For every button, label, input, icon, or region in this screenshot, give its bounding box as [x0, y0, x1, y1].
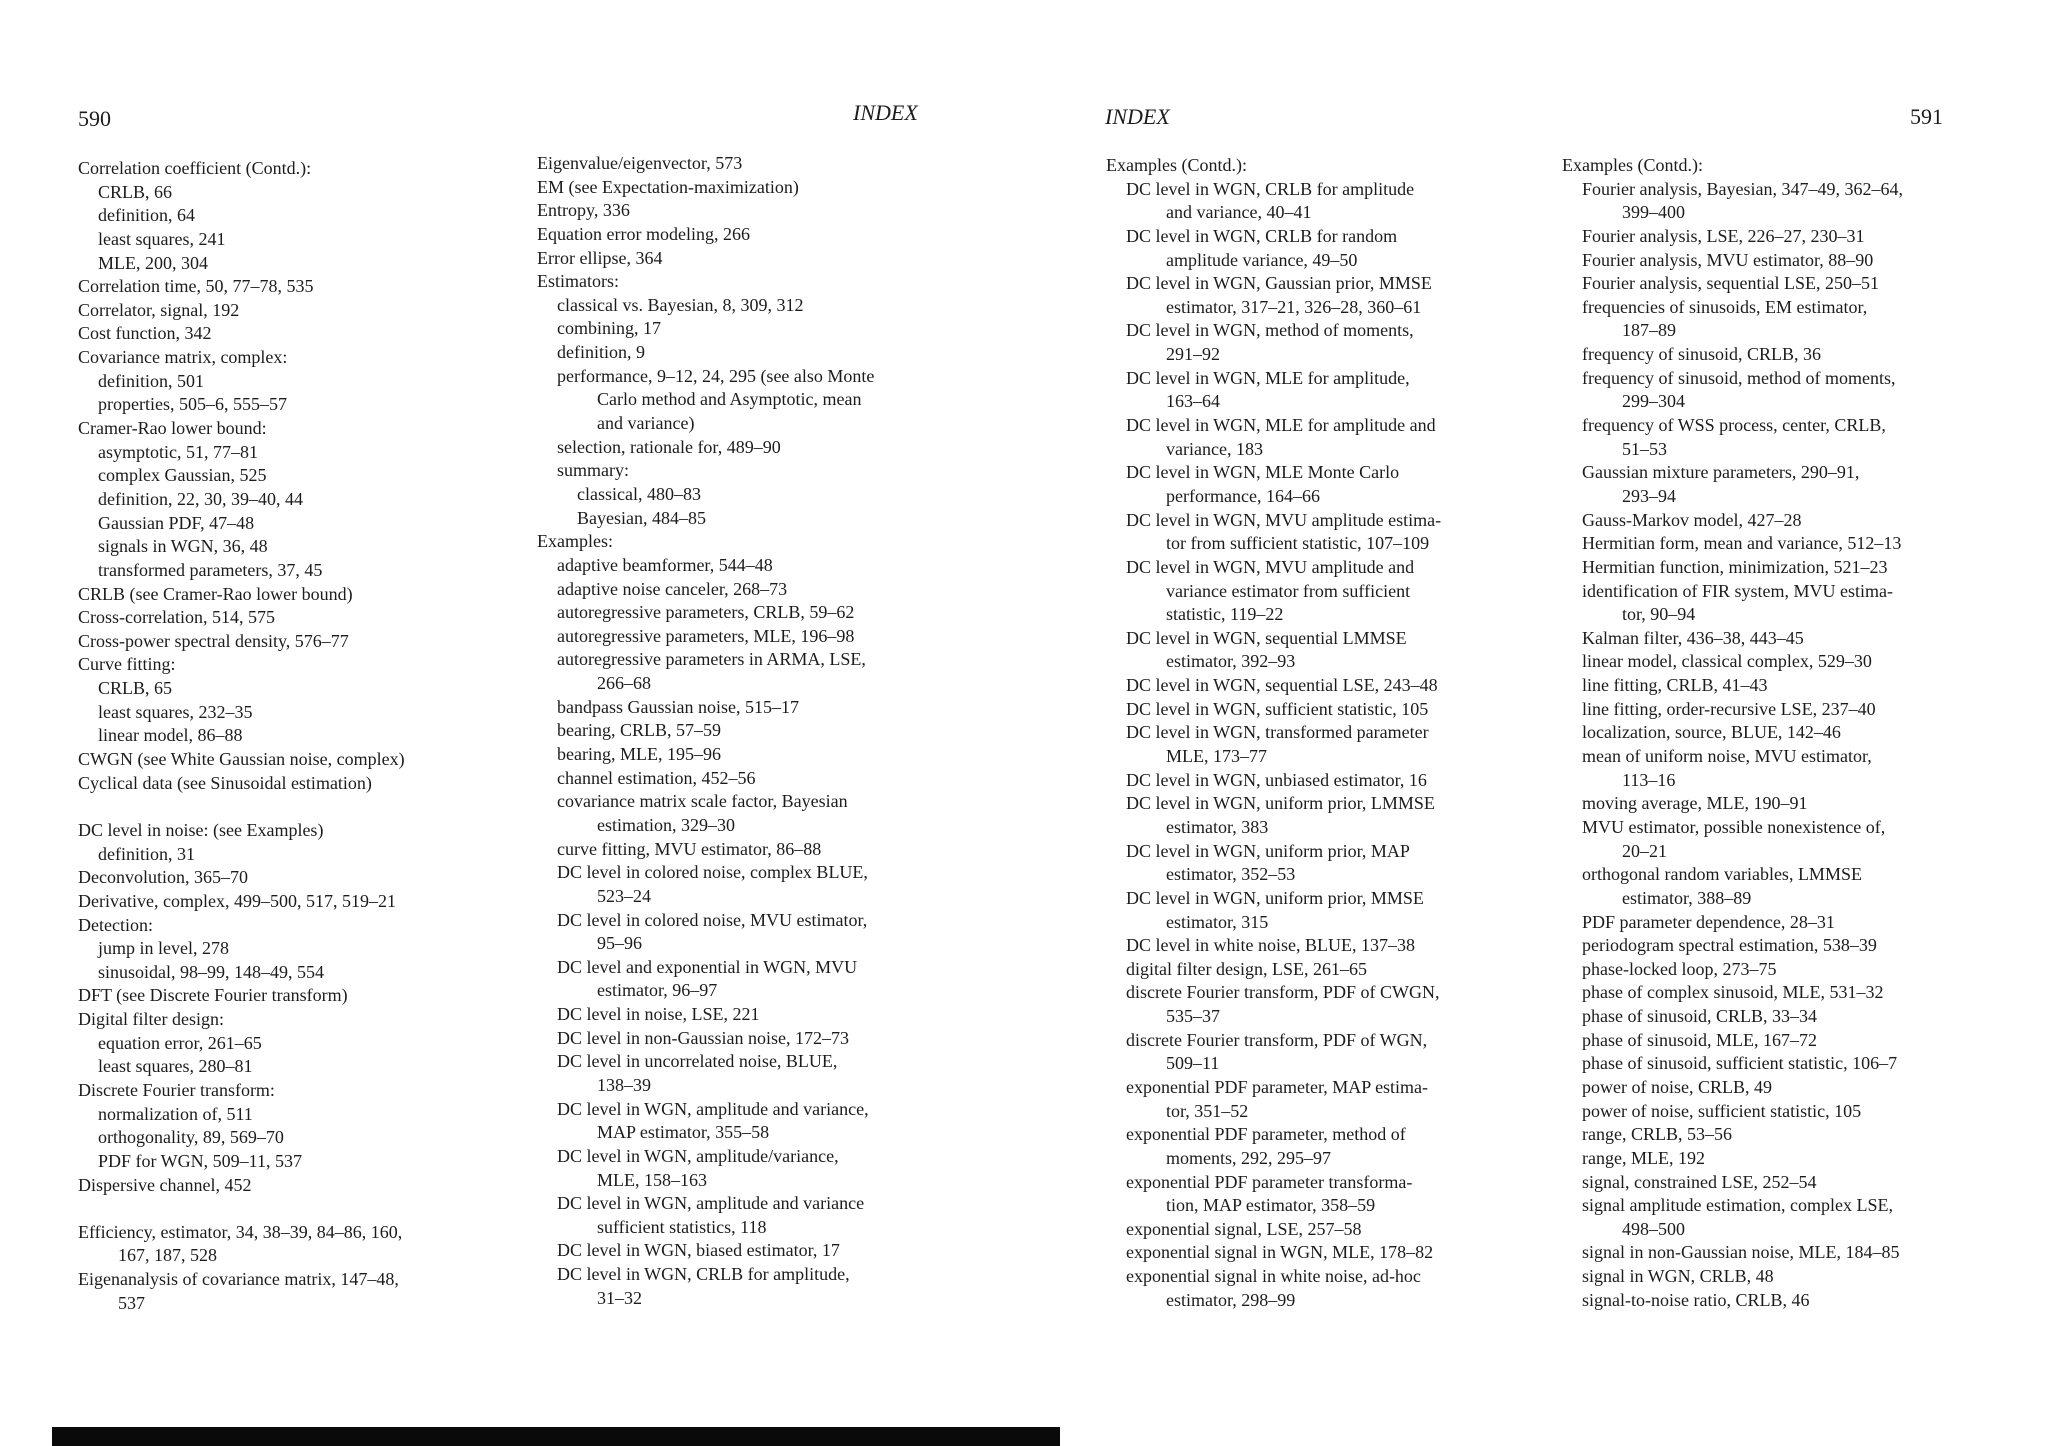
index-entry: CRLB, 66	[98, 181, 173, 202]
scan-edge-bar	[52, 1427, 1060, 1446]
index-entry: moments, 292, 295–97	[1166, 1147, 1331, 1168]
index-entry: Hermitian function, minimization, 521–23	[1582, 556, 1888, 577]
index-entry: DC level in WGN, MLE Monte Carlo	[1126, 462, 1400, 483]
index-entry: linear model, 86–88	[98, 725, 243, 746]
index-entry: phase of complex sinusoid, MLE, 531–32	[1582, 982, 1884, 1003]
index-entry: phase of sinusoid, MLE, 167–72	[1582, 1029, 1817, 1050]
index-entry: EM (see Expectation-maximization)	[537, 176, 799, 197]
index-entry: and variance, 40–41	[1166, 202, 1312, 223]
index-entry: tor, 90–94	[1622, 604, 1696, 625]
index-entry: bearing, CRLB, 57–59	[557, 720, 721, 741]
index-entry: equation error, 261–65	[98, 1032, 262, 1053]
index-entry: Efficiency, estimator, 34, 38–39, 84–86, 160,	[78, 1221, 403, 1242]
index-entry: sinusoidal, 98–99, 148–49, 554	[98, 961, 325, 982]
index-entry: Kalman filter, 436–38, 443–45	[1582, 627, 1804, 648]
index-entry: definition, 64	[98, 205, 195, 226]
index-entry: Curve fitting:	[78, 654, 176, 675]
index-entry: localization, source, BLUE, 142–46	[1582, 722, 1841, 743]
index-column-1	[78, 157, 405, 1315]
index-entry: sufficient statistics, 118	[597, 1216, 767, 1237]
index-entry: DC level in WGN, sufficient statistic, 105	[1126, 698, 1429, 719]
index-entry: estimator, 392–93	[1166, 651, 1296, 672]
index-entry: range, CRLB, 53–56	[1582, 1124, 1732, 1145]
index-entry: Gauss-Markov model, 427–28	[1582, 509, 1802, 530]
index-entry: normalization of, 511	[98, 1103, 253, 1124]
index-entry: least squares, 280–81	[98, 1056, 253, 1077]
index-entry: PDF parameter dependence, 28–31	[1582, 911, 1835, 932]
index-entry: 399–400	[1622, 202, 1685, 223]
index-entry: DC level in WGN, amplitude and variance	[557, 1193, 865, 1214]
index-entry: definition, 22, 30, 39–40, 44	[98, 488, 303, 509]
index-entry	[78, 1197, 405, 1221]
index-entry: Hermitian form, mean and variance, 512–13	[1582, 533, 1902, 554]
index-entry: definition, 31	[98, 843, 195, 864]
index-entry: frequency of sinusoid, method of moments,	[1582, 367, 1896, 388]
index-entry: tor from sufficient statistic, 107–109	[1166, 533, 1430, 554]
index-entry: line fitting, order-recursive LSE, 237–40	[1582, 698, 1876, 719]
index-entry: Cramer-Rao lower bound:	[78, 418, 267, 439]
index-entry: Cyclical data (see Sinusoidal estimation)	[78, 772, 372, 793]
index-entry: Digital filter design:	[78, 1009, 224, 1030]
index-entry: DC level in noise: (see Examples)	[78, 819, 324, 840]
index-entry: DC level in WGN, MLE for amplitude,	[1126, 367, 1410, 388]
index-entry: Eigenvalue/eigenvector, 573	[537, 153, 743, 173]
index-entry: asymptotic, 51, 77–81	[98, 441, 258, 462]
index-entry: mean of uniform noise, MVU estimator,	[1582, 746, 1872, 767]
index-entry: performance, 9–12, 24, 295 (see also Monte	[557, 365, 875, 386]
index-entry: MLE, 158–163	[597, 1169, 707, 1190]
index-entry: Bayesian, 484–85	[577, 507, 706, 528]
index-entry: Fourier analysis, sequential LSE, 250–51	[1582, 273, 1879, 294]
index-entry: CRLB, 65	[98, 678, 173, 699]
index-entry: orthogonality, 89, 569–70	[98, 1127, 284, 1148]
index-entry: least squares, 232–35	[98, 701, 253, 722]
index-entry: 523–24	[597, 885, 651, 906]
index-entry: DC level in WGN, biased estimator, 17	[557, 1240, 840, 1261]
index-entry: DC level in WGN, amplitude and variance,	[557, 1098, 869, 1119]
index-entry: definition, 9	[557, 342, 645, 363]
index-entry: 95–96	[597, 933, 642, 954]
index-entry: exponential PDF parameter, method of	[1126, 1124, 1406, 1145]
index-entry: DC level in non-Gaussian noise, 172–73	[557, 1027, 849, 1048]
index-entry: exponential signal in WGN, MLE, 178–82	[1126, 1242, 1434, 1263]
index-entry: performance, 164–66	[1166, 485, 1320, 506]
index-entry: estimator, 315	[1166, 911, 1269, 932]
index-entry: Deconvolution, 365–70	[78, 867, 248, 888]
index-entry: frequency of sinusoid, CRLB, 36	[1582, 344, 1821, 365]
index-entry: signal-to-noise ratio, CRLB, 46	[1582, 1289, 1810, 1310]
index-entry: exponential signal in white noise, ad-hoc	[1126, 1266, 1421, 1287]
index-entry: DC level and exponential in WGN, MVU	[557, 956, 858, 977]
index-entry: covariance matrix scale factor, Bayesian	[557, 791, 848, 812]
running-header-right: INDEX	[1105, 104, 1170, 129]
index-column-4	[1562, 154, 1903, 1312]
index-entry: DC level in WGN, unbiased estimator, 16	[1126, 769, 1427, 790]
index-entry: DC level in WGN, sequential LSE, 243–48	[1126, 675, 1438, 696]
index-entry: Examples (Contd.):	[1106, 155, 1247, 175]
index-entry: estimator, 298–99	[1166, 1289, 1296, 1310]
index-entry: DC level in colored noise, MVU estimator,	[557, 909, 868, 930]
index-entry: DC level in uncorrelated noise, BLUE,	[557, 1051, 838, 1072]
index-entry: Derivative, complex, 499–500, 517, 519–21	[78, 890, 396, 911]
index-entry: estimator, 388–89	[1622, 887, 1752, 908]
index-entry: autoregressive parameters, CRLB, 59–62	[557, 602, 855, 623]
index-entry: Error ellipse, 364	[537, 247, 663, 268]
index-entry: orthogonal random variables, LMMSE	[1582, 864, 1862, 885]
index-entry: combining, 17	[557, 318, 661, 339]
index-entry: estimator, 383	[1166, 816, 1269, 837]
index-entry: DC level in WGN, MVU amplitude estima-	[1126, 509, 1442, 530]
index-column-2	[537, 152, 874, 1310]
index-entry: exponential PDF parameter transforma-	[1126, 1171, 1413, 1192]
index-entry: Discrete Fourier transform:	[78, 1079, 275, 1100]
index-entry: DC level in WGN, method of moments,	[1126, 320, 1414, 341]
index-entry: Covariance matrix, complex:	[78, 347, 288, 368]
index-entry: MLE, 173–77	[1166, 746, 1267, 767]
index-entry: CWGN (see White Gaussian noise, complex)	[78, 749, 405, 770]
index-entry: line fitting, CRLB, 41–43	[1582, 675, 1768, 696]
index-entry: moving average, MLE, 190–91	[1582, 793, 1808, 814]
index-entry: Cross-correlation, 514, 575	[78, 607, 275, 628]
index-entry: Cost function, 342	[78, 323, 212, 344]
index-entry: classical vs. Bayesian, 8, 309, 312	[557, 294, 804, 315]
index-entry: DC level in WGN, CRLB for random	[1126, 225, 1398, 246]
index-entry: 187–89	[1622, 320, 1676, 341]
index-entry: 167, 187, 528	[118, 1245, 217, 1266]
index-entry: periodogram spectral estimation, 538–39	[1582, 935, 1877, 956]
index-entry: estimator, 317–21, 326–28, 360–61	[1166, 296, 1422, 317]
index-entry: Gaussian PDF, 47–48	[98, 512, 255, 533]
index-entry: frequencies of sinusoids, EM estimator,	[1582, 296, 1868, 317]
index-entry: DC level in WGN, MVU amplitude and	[1126, 556, 1415, 577]
index-entry	[78, 795, 405, 819]
index-entry: 535–37	[1166, 1006, 1220, 1027]
index-entry: Gaussian mixture parameters, 290–91,	[1582, 462, 1860, 483]
index-entry: 113–16	[1622, 769, 1676, 790]
index-entry: CRLB (see Cramer-Rao lower bound)	[78, 583, 353, 604]
index-entry: 20–21	[1622, 840, 1667, 861]
index-entry: 537	[118, 1292, 145, 1313]
index-entry: tor, 351–52	[1166, 1100, 1249, 1121]
index-entry: autoregressive parameters in ARMA, LSE,	[557, 649, 866, 670]
index-entry: phase-locked loop, 273–75	[1582, 958, 1777, 979]
index-entry: 291–92	[1166, 344, 1220, 365]
index-entry: Entropy, 336	[537, 200, 630, 221]
index-entry: linear model, classical complex, 529–30	[1582, 651, 1872, 672]
index-entry: Correlation coefficient (Contd.):	[78, 158, 312, 178]
index-entry: properties, 505–6, 555–57	[98, 394, 287, 415]
index-entry: Fourier analysis, MVU estimator, 88–90	[1582, 249, 1874, 270]
index-entry: exponential signal, LSE, 257–58	[1126, 1218, 1362, 1239]
index-entry: adaptive beamformer, 544–48	[557, 554, 773, 575]
index-entry: 266–68	[597, 673, 651, 694]
index-entry: Detection:	[78, 914, 153, 935]
index-entry: digital filter design, LSE, 261–65	[1126, 958, 1367, 979]
index-entry: 138–39	[597, 1074, 651, 1095]
index-entry: identification of FIR system, MVU estima-	[1582, 580, 1893, 601]
index-entry: DFT (see Discrete Fourier transform)	[78, 985, 348, 1006]
index-entry: DC level in noise, LSE, 221	[557, 1004, 760, 1025]
index-entry: variance estimator from sufficient	[1166, 580, 1411, 601]
index-entry: MLE, 200, 304	[98, 252, 208, 273]
index-entry: phase of sinusoid, sufficient statistic, 106–7	[1582, 1053, 1898, 1074]
index-entry: and variance)	[597, 413, 695, 434]
index-entry: DC level in WGN, uniform prior, MAP	[1126, 840, 1410, 861]
index-entry: channel estimation, 452–56	[557, 767, 756, 788]
index-entry: signal amplitude estimation, complex LSE,	[1582, 1195, 1893, 1216]
index-entry: 299–304	[1622, 391, 1685, 412]
index-entry: summary:	[557, 460, 629, 481]
index-entry: Examples:	[537, 531, 613, 552]
index-entry: exponential PDF parameter, MAP estima-	[1126, 1076, 1429, 1097]
index-entry: 498–500	[1622, 1218, 1685, 1239]
index-entry: Correlator, signal, 192	[78, 299, 240, 320]
index-entry: DC level in WGN, Gaussian prior, MMSE	[1126, 273, 1432, 294]
index-entry: Fourier analysis, LSE, 226–27, 230–31	[1582, 225, 1865, 246]
index-entry: 31–32	[597, 1287, 642, 1308]
index-entry: DC level in WGN, CRLB for amplitude,	[557, 1264, 850, 1285]
index-entry: DC level in colored noise, complex BLUE,	[557, 862, 868, 883]
index-entry: DC level in WGN, amplitude/variance,	[557, 1145, 839, 1166]
index-entry: estimator, 352–53	[1166, 864, 1296, 885]
index-entry: range, MLE, 192	[1582, 1147, 1705, 1168]
index-entry: signal, constrained LSE, 252–54	[1582, 1171, 1817, 1192]
index-entry: signal in non-Gaussian noise, MLE, 184–85	[1582, 1242, 1900, 1263]
index-entry: curve fitting, MVU estimator, 86–88	[557, 838, 822, 859]
index-entry: discrete Fourier transform, PDF of CWGN,	[1126, 982, 1440, 1003]
index-entry: Fourier analysis, Bayesian, 347–49, 362–64,	[1582, 178, 1903, 199]
index-entry: jump in level, 278	[98, 938, 229, 959]
index-entry: variance, 183	[1166, 438, 1263, 459]
index-entry: definition, 501	[98, 370, 204, 391]
index-entry: DC level in WGN, uniform prior, MMSE	[1126, 887, 1424, 908]
index-entry: 163–64	[1166, 391, 1220, 412]
index-entry: bearing, MLE, 195–96	[557, 744, 721, 765]
index-entry: autoregressive parameters, MLE, 196–98	[557, 625, 855, 646]
index-entry: Eigenanalysis of covariance matrix, 147–48,	[78, 1269, 399, 1290]
index-entry: transformed parameters, 37, 45	[98, 559, 323, 580]
index-entry: adaptive noise canceler, 268–73	[557, 578, 788, 599]
index-entry: signal in WGN, CRLB, 48	[1582, 1266, 1774, 1287]
index-entry: estimation, 329–30	[597, 814, 735, 835]
index-entry: power of noise, CRLB, 49	[1582, 1076, 1772, 1097]
page-number-right: 591	[1910, 104, 1943, 129]
index-entry: Carlo method and Asymptotic, mean	[597, 389, 862, 410]
index-entry: least squares, 241	[98, 228, 226, 249]
index-entry: signals in WGN, 36, 48	[98, 536, 268, 557]
index-entry: power of noise, sufficient statistic, 105	[1582, 1100, 1862, 1121]
index-entry: Cross-power spectral density, 576–77	[78, 630, 349, 651]
index-entry: DC level in WGN, CRLB for amplitude	[1126, 178, 1415, 199]
index-entry: Correlation time, 50, 77–78, 535	[78, 276, 314, 297]
index-entry: DC level in WGN, uniform prior, LMMSE	[1126, 793, 1435, 814]
index-entry: MVU estimator, possible nonexistence of,	[1582, 816, 1886, 837]
running-header-left: INDEX	[853, 100, 918, 125]
index-entry: Estimators:	[537, 271, 619, 292]
index-entry: statistic, 119–22	[1166, 604, 1284, 625]
index-entry: complex Gaussian, 525	[98, 465, 267, 486]
index-column-3	[1106, 154, 1441, 1312]
index-entry: discrete Fourier transform, PDF of WGN,	[1126, 1029, 1428, 1050]
index-entry: 51–53	[1622, 438, 1667, 459]
index-entry: MAP estimator, 355–58	[597, 1122, 770, 1143]
index-entry: PDF for WGN, 509–11, 537	[98, 1150, 303, 1171]
index-entry: amplitude variance, 49–50	[1166, 249, 1358, 270]
index-entry: 293–94	[1622, 485, 1676, 506]
index-entry: classical, 480–83	[577, 483, 701, 504]
index-entry: DC level in WGN, sequential LMMSE	[1126, 627, 1407, 648]
index-entry: tion, MAP estimator, 358–59	[1166, 1195, 1376, 1216]
page-number-left: 590	[78, 106, 111, 131]
index-entry: Examples (Contd.):	[1562, 155, 1703, 175]
index-entry: bandpass Gaussian noise, 515–17	[557, 696, 799, 717]
index-entry: Dispersive channel, 452	[78, 1174, 252, 1195]
index-entry: selection, rationale for, 489–90	[557, 436, 781, 457]
index-entry: 509–11	[1166, 1053, 1220, 1074]
index-entry: estimator, 96–97	[597, 980, 718, 1001]
index-entry: frequency of WSS process, center, CRLB,	[1582, 415, 1886, 436]
index-entry: phase of sinusoid, CRLB, 33–34	[1582, 1006, 1818, 1027]
index-entry: DC level in WGN, MLE for amplitude and	[1126, 415, 1436, 436]
index-entry: Equation error modeling, 266	[537, 223, 750, 244]
index-entry: DC level in white noise, BLUE, 137–38	[1126, 935, 1415, 956]
index-entry: DC level in WGN, transformed parameter	[1126, 722, 1429, 743]
